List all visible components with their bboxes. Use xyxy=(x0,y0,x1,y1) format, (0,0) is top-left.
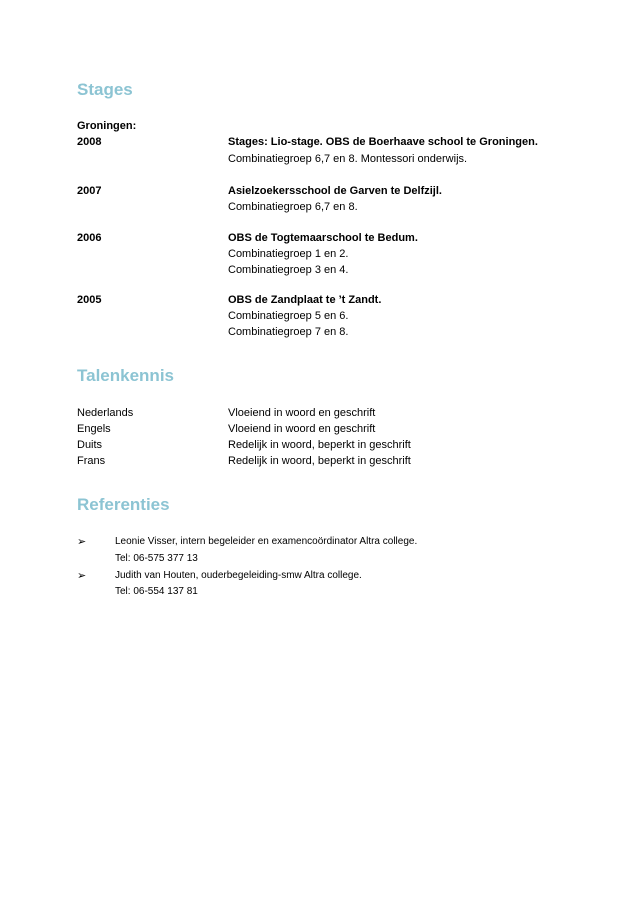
stage-2005-detail-2: Combinatiegroep 7 en 8. xyxy=(228,326,349,338)
stage-year-2005: 2005 xyxy=(77,294,102,306)
stage-2005-title: OBS de Zandplaat te ’t Zandt. xyxy=(228,294,382,306)
referenties-heading: Referenties xyxy=(77,495,170,514)
stages-heading: Stages xyxy=(77,80,133,99)
language-name: Duits xyxy=(77,439,103,451)
language-level: Redelijk in woord, beperkt in geschrift xyxy=(228,455,411,467)
stage-2006-title: OBS de Togtemaarschool te Bedum. xyxy=(228,232,418,244)
stage-2006-detail-1: Combinatiegroep 1 en 2. xyxy=(228,248,349,260)
language-name: Frans xyxy=(77,455,106,467)
stage-2007-detail: Combinatiegroep 6,7 en 8. xyxy=(228,201,358,213)
stage-2006-detail-2: Combinatiegroep 3 en 4. xyxy=(228,264,349,276)
stage-year-2007: 2007 xyxy=(77,185,102,197)
language-name: Nederlands xyxy=(77,407,134,419)
stage-year-2006: 2006 xyxy=(77,232,102,244)
reference-name: Judith van Houten, ouderbegeleiding-smw Altra college. xyxy=(115,570,362,581)
stage-2005-detail-1: Combinatiegroep 5 en 6. xyxy=(228,310,349,322)
stage-2008-detail: Combinatiegroep 6,7 en 8. Montessori onderwijs. xyxy=(228,153,468,165)
language-level: Redelijk in woord, beperkt in geschrift xyxy=(228,439,411,451)
language-level: Vloeiend in woord en geschrift xyxy=(228,407,376,419)
reference-phone: Tel: 06-575 377 13 xyxy=(115,553,198,564)
stages-location: Groningen: xyxy=(77,120,137,132)
reference-phone: Tel: 06-554 137 81 xyxy=(115,586,198,597)
talenkennis-heading: Talenkennis xyxy=(77,366,174,385)
arrow-bullet-icon: ➢ xyxy=(77,570,87,582)
language-level: Vloeiend in woord en geschrift xyxy=(228,423,376,435)
stage-year-2008: 2008 xyxy=(77,136,102,148)
reference-name: Leonie Visser, intern begeleider en examencoördinator Altra college. xyxy=(115,536,418,547)
stage-2007-title: Asielzoekersschool de Garven te Delfzijl. xyxy=(228,185,442,197)
stage-2008-title: Stages: Lio-stage. OBS de Boerhaave school te Groningen. xyxy=(228,136,538,148)
arrow-bullet-icon: ➢ xyxy=(77,536,87,548)
language-name: Engels xyxy=(77,423,111,435)
